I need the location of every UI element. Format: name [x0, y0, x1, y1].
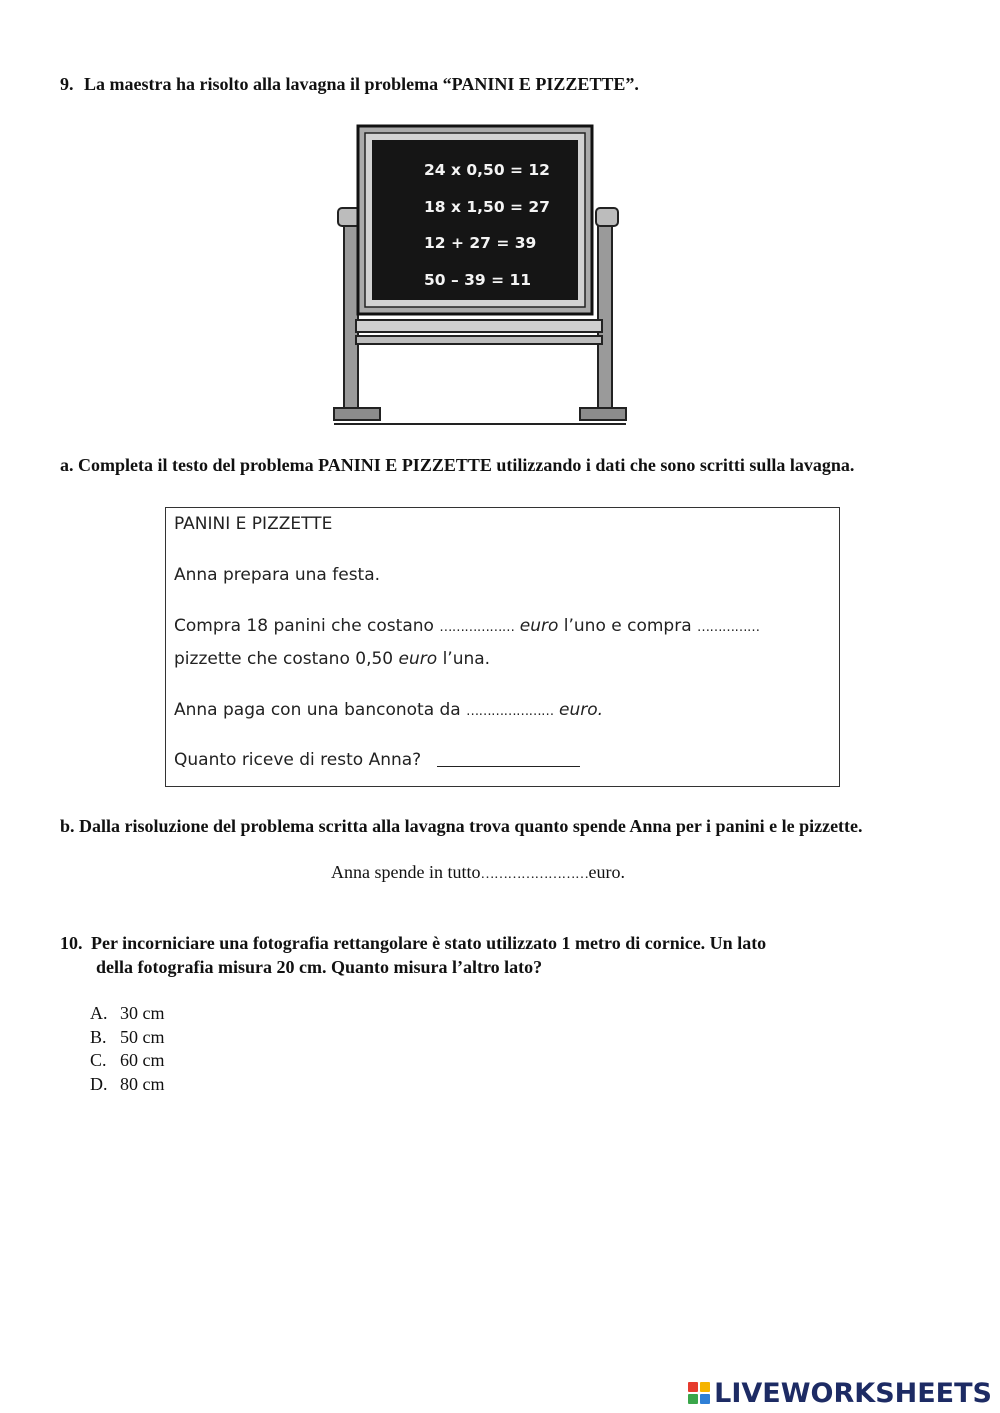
problem-line-5 — [174, 750, 580, 770]
blank-price-panini[interactable]: ……………… — [439, 620, 515, 635]
option-d[interactable] — [90, 1073, 165, 1097]
blackboard-line: 18 x 1,50 = 27 — [424, 198, 550, 216]
option-b[interactable] — [90, 1026, 165, 1050]
problem-text: l’una. — [442, 649, 491, 669]
option-letter: D. — [90, 1073, 108, 1094]
blackboard-line: 12 + 27 = 39 — [424, 234, 537, 252]
option-c[interactable] — [90, 1049, 165, 1073]
blank-number-pizzette[interactable]: …………… — [697, 620, 760, 635]
option-value: 80 cm — [120, 1073, 165, 1094]
problem-text: Compra 18 panini che costano — [174, 616, 434, 636]
blank-resto[interactable] — [437, 750, 580, 767]
answer-options — [90, 1002, 165, 1096]
question-9 — [60, 72, 639, 96]
problem-text: euro. — [559, 700, 604, 720]
part-a-instruction: a. Completa il testo del problema PANINI E PIZZETTE utilizzando i dati che sono scritti sulla lavagna. — [60, 455, 855, 475]
problem-text: Anna paga con una banconota da — [174, 700, 461, 720]
option-value: 30 cm — [120, 1003, 165, 1023]
problem-text: euro — [519, 616, 559, 636]
option-letter: B. — [90, 1026, 107, 1047]
blackboard-illustration — [330, 122, 630, 432]
question-number: 9. — [60, 74, 74, 94]
problem-text: euro — [398, 649, 438, 669]
answer-text: Anna spende in tutto — [331, 862, 481, 882]
blackboard-line: 24 x 0,50 = 12 — [424, 161, 550, 179]
problem-box — [165, 507, 840, 787]
option-a[interactable] — [90, 1002, 165, 1026]
question-text-line-1: Per incorniciare una fotografia rettangolare è stato utilizzato 1 metro di cornice. Un lato — [91, 933, 767, 953]
answer-text: euro. — [588, 862, 625, 882]
question-text-line-2: della fotografia misura 20 cm. Quanto misura l’altro lato? — [96, 957, 543, 977]
option-letter: C. — [90, 1050, 107, 1070]
part-b-answer-line — [331, 860, 625, 887]
problem-title: PANINI E PIZZETTE — [174, 514, 333, 534]
problem-text: pizzette che costano 0,50 — [174, 649, 394, 669]
blackboard-line: 50 – 39 = 11 — [424, 271, 532, 289]
problem-text: l’uno e compra — [563, 616, 692, 636]
problem-line-3 — [174, 649, 490, 669]
question-text: La maestra ha risolto alla lavagna il problema “PANINI E PIZZETTE”. — [84, 74, 639, 94]
option-value: 50 cm — [120, 1026, 165, 1047]
part-b-instruction: b. Dalla risoluzione del problema scritta alla lavagna trova quanto spende Anna per i panini e le pizzette. — [60, 816, 863, 836]
logo-mark-icon — [688, 1382, 710, 1404]
problem-question: Quanto riceve di resto Anna? — [174, 750, 422, 770]
question-number: 10. — [60, 933, 83, 953]
problem-line-2 — [174, 616, 760, 636]
logo-text: LIVEWORKSHEETS — [714, 1377, 992, 1409]
question-10 — [60, 931, 960, 979]
option-letter: A. — [90, 1003, 108, 1023]
blank-total-spent[interactable]: …………………… — [480, 867, 589, 882]
liveworksheets-logo — [688, 1376, 992, 1410]
option-value: 60 cm — [120, 1050, 165, 1070]
blank-banknote[interactable]: ………………… — [466, 704, 554, 719]
problem-line-1: Anna prepara una festa. — [174, 565, 381, 585]
problem-line-4 — [174, 700, 603, 720]
